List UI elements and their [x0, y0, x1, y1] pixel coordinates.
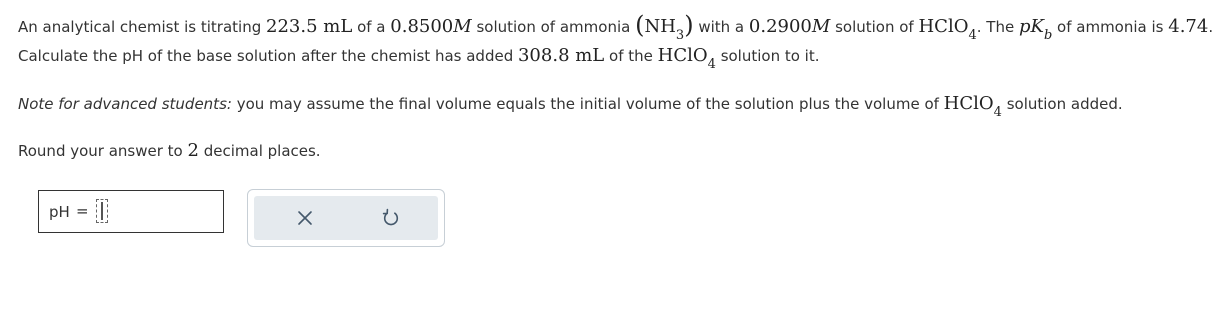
- paren-open: (: [635, 11, 645, 39]
- paren-close: ): [684, 11, 694, 39]
- acid-concentration-value: 0.2900: [748, 16, 812, 37]
- ammonia-subscript: 3: [675, 28, 685, 43]
- text: solution of ammonia: [471, 18, 636, 36]
- reset-button[interactable]: [379, 206, 403, 230]
- close-icon: [293, 206, 317, 230]
- text: you may assume the final volume equals the initial volume of the solution plus the volume of: [231, 95, 944, 113]
- text: of the: [604, 47, 658, 65]
- text: decimal places.: [198, 142, 321, 160]
- undo-icon: [379, 206, 403, 230]
- molar-unit: M: [453, 16, 472, 37]
- p-symbol: p: [1018, 16, 1031, 37]
- text: . The: [976, 18, 1019, 36]
- equals-sign: =: [76, 202, 89, 220]
- decimal-places-value: 2: [187, 140, 199, 161]
- text: with a: [693, 18, 749, 36]
- added-volume-value: 308.8 mL: [517, 45, 605, 66]
- text: solution of: [830, 18, 919, 36]
- answer-tools: [247, 189, 445, 247]
- ammonia-formula: NH: [644, 16, 676, 37]
- note-label: Note for advanced students:: [18, 95, 232, 113]
- clear-button[interactable]: [293, 206, 317, 230]
- question-line-2: [18, 45, 820, 72]
- text: solution added.: [1001, 95, 1123, 113]
- acid-formula: HClO: [657, 45, 708, 66]
- concentration-value: 0.8500: [390, 16, 454, 37]
- text: of ammonia is: [1052, 18, 1169, 36]
- text: solution to it.: [715, 47, 820, 65]
- text: An analytical chemist is titrating: [18, 18, 267, 36]
- pkb-value: 4.74: [1168, 16, 1209, 37]
- volume-value: 223.5 mL: [266, 16, 353, 37]
- text: Round your answer to: [18, 142, 188, 160]
- text: .: [1208, 18, 1213, 36]
- text: of a: [352, 18, 391, 36]
- ph-answer-input[interactable]: [96, 199, 108, 223]
- answer-tools-bar: [254, 196, 438, 240]
- advanced-note: [18, 93, 1123, 120]
- acid-subscript: 4: [707, 57, 716, 72]
- ph-label: pH: [49, 203, 70, 221]
- acid-formula: HClO: [918, 16, 969, 37]
- acid-subscript: 4: [968, 28, 977, 43]
- text: Calculate the pH of the base solution after the chemist has added: [18, 47, 518, 65]
- molar-unit: M: [811, 16, 831, 37]
- acid-subscript: 4: [993, 105, 1002, 120]
- rounding-instruction: [18, 140, 321, 162]
- acid-formula: HClO: [943, 93, 994, 114]
- answer-box: [38, 190, 224, 233]
- kb-subscript: b: [1043, 28, 1053, 43]
- question-line-1: [18, 11, 1213, 43]
- k-symbol: K: [1030, 16, 1044, 37]
